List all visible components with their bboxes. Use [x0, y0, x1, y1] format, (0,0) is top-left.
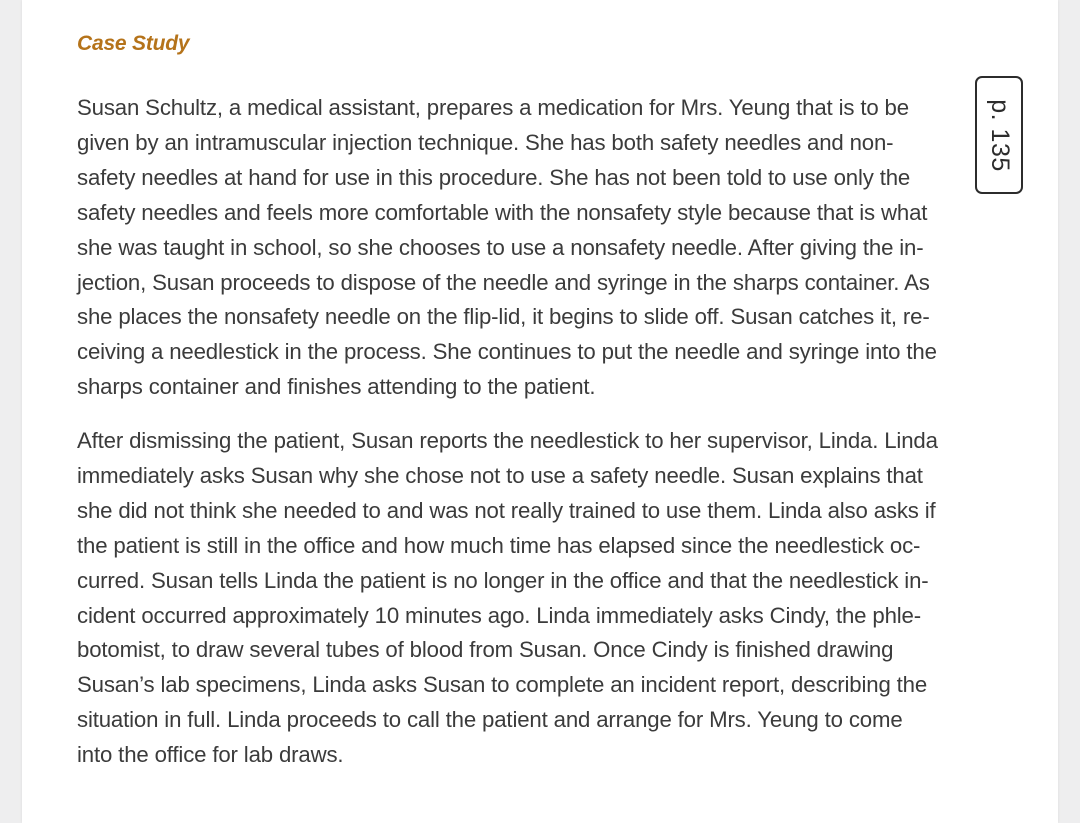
- paragraph-line: she places the nonsafety needle on the flip-lid, it begins to slide off. Susan catches it, re-: [77, 304, 930, 330]
- paragraph-line: jection, Susan proceeds to dispose of the needle and syringe in the sharps container. As: [77, 269, 930, 295]
- page-number-marker: [975, 76, 1023, 194]
- case-study-paragraph-1: [77, 91, 1007, 405]
- paragraph-line: she was taught in school, so she chooses to use a nonsafety needle. After giving the in-: [77, 234, 924, 260]
- paragraph-line: given by an intramuscular injection technique. She has both safety needles and non-: [77, 129, 894, 155]
- paragraph-line: Susan Schultz, a medical assistant, prepares a medication for Mrs. Yeung that is to be: [77, 95, 909, 120]
- paragraph-line: the patient is still in the office and how much time has elapsed since the needlestick oc-: [77, 532, 921, 558]
- paragraph-line: situation in full. Linda proceeds to call the patient and arrange for Mrs. Yeung to come: [77, 707, 903, 733]
- paragraph-line: After dismissing the patient, Susan reports the needlestick to her supervisor, Linda. Linda: [77, 428, 938, 453]
- document-page: [22, 0, 1058, 823]
- paragraph-line: safety needles and feels more comfortable with the nonsafety style because that is what: [77, 199, 928, 225]
- paragraph-line: botomist, to draw several tubes of blood from Susan. Once Cindy is finished drawing: [77, 637, 894, 663]
- paragraph-line: sharps container and finishes attending to the patient.: [77, 374, 596, 400]
- page-number-label: p. 135: [985, 98, 1014, 172]
- paragraph-line: cident occurred approximately 10 minutes ago. Linda immediately asks Cindy, the phle-: [77, 602, 921, 628]
- paragraph-line: into the office for lab draws.: [77, 742, 344, 768]
- paragraph-line: immediately asks Susan why she chose not to use a safety needle. Susan explains that: [77, 462, 923, 488]
- paragraph-line: curred. Susan tells Linda the patient is no longer in the office and that the needlestick in-: [77, 567, 929, 593]
- case-study-paragraph-2: [77, 424, 1007, 773]
- paragraph-line: she did not think she needed to and was not really trained to use them. Linda also asks if: [77, 497, 936, 523]
- paragraph-line: ceiving a needlestick in the process. She continues to put the needle and syringe into the: [77, 339, 937, 365]
- paragraph-line: safety needles at hand for use in this procedure. She has not been told to use only the: [77, 164, 911, 190]
- case-study-heading: Case Study: [77, 32, 190, 55]
- paragraph-line: Susan’s lab specimens, Linda asks Susan to complete an incident report, describing the: [77, 672, 928, 698]
